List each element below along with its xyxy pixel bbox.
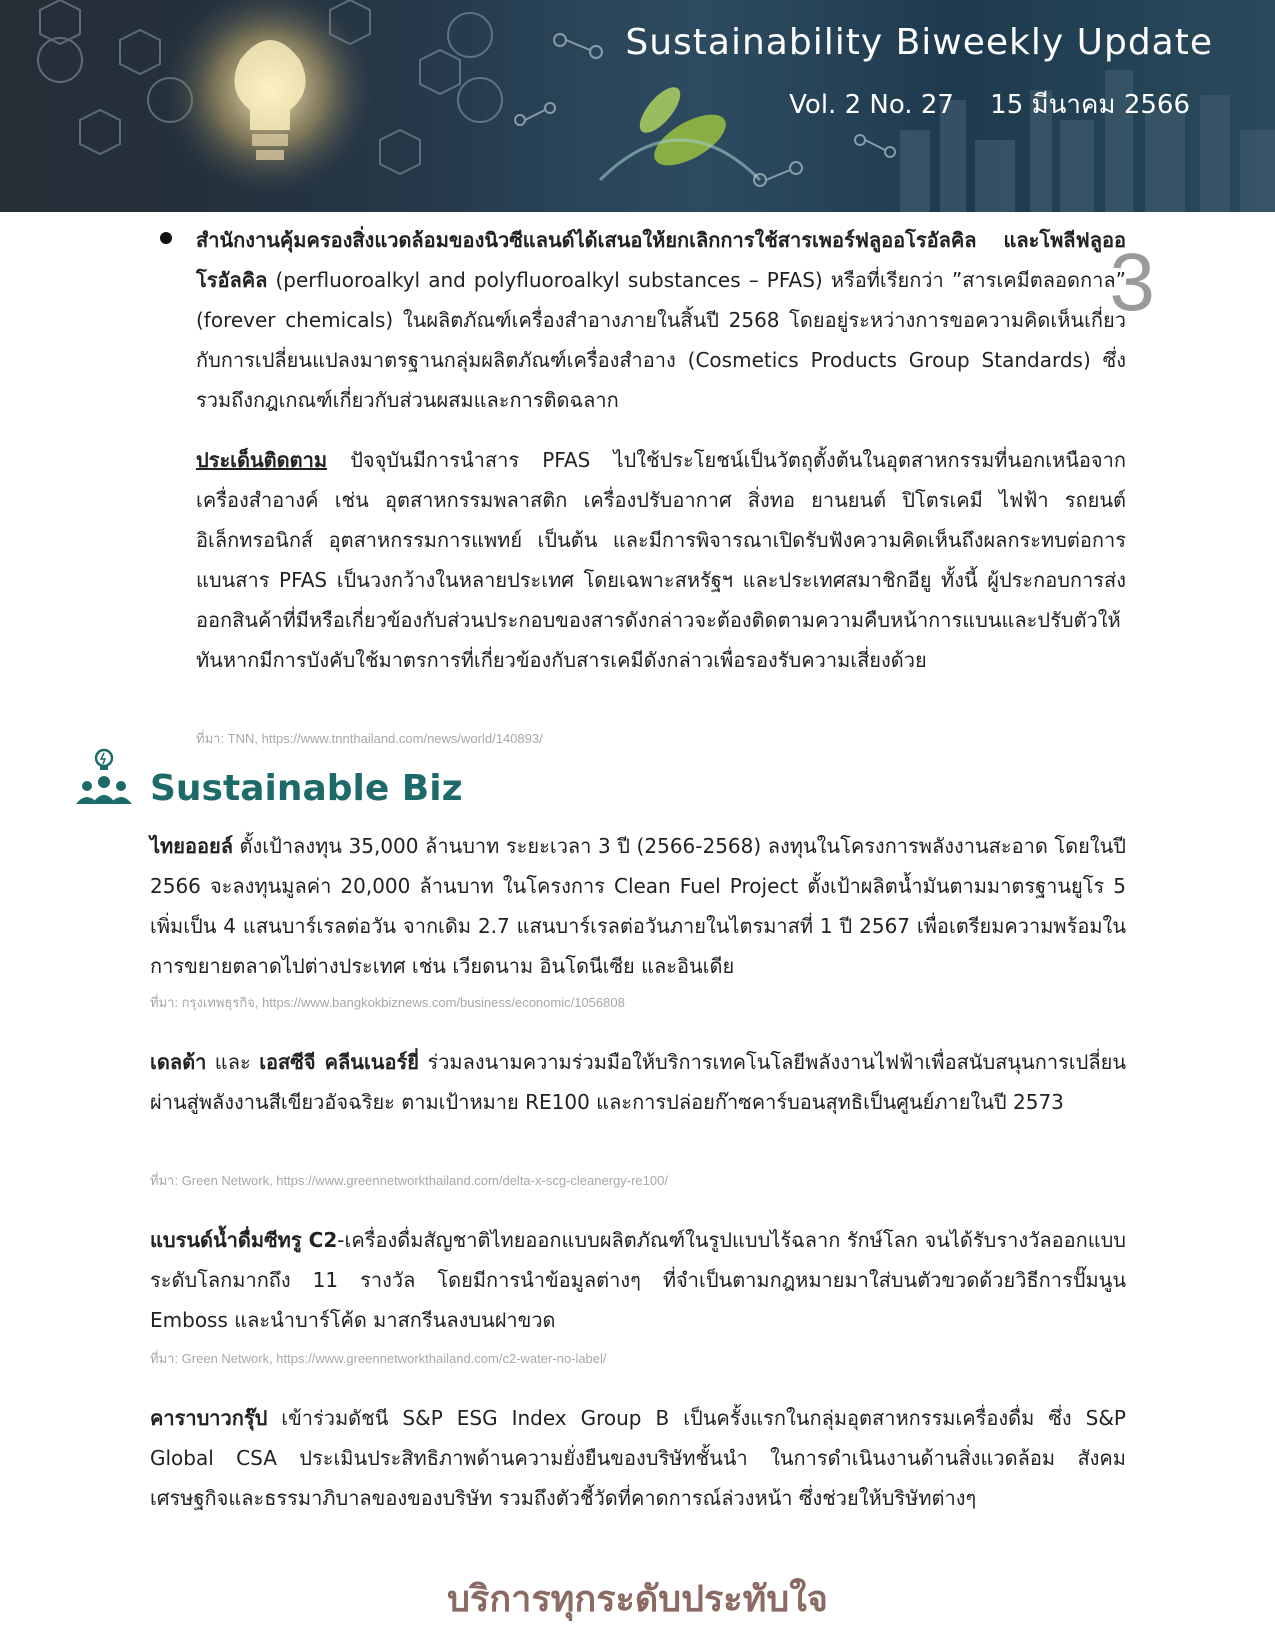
news-source: ที่มา: Green Network, https://www.greennetworkthailand.com/c2-water-no-label/ bbox=[150, 1351, 607, 1366]
followup-label: ประเด็นติดตาม bbox=[196, 448, 328, 472]
news-body: เข้าร่วมดัชนี S&P ESG Index Group B เป็นครั้งแรกในกลุ่มอุตสาหกรรมเครื่องดื่ม ซึ่ง S&P Global CSA ประเมินประสิทธิภาพด้านความยั่งยืนของบริษัทชั้นนำ ในการดำเนินงานด้านสิ่งแวดล้อม สังคม เศรษฐกิจและธรรมาภิบาลของของบริษัท รวมถึงตัวชี้วัดที่คาดการณ์ล่วงหน้า ซึ่งช่วยให้บริษัทต่างๆ bbox=[150, 1406, 1126, 1510]
followup-body: ปัจจุบันมีการนำสาร PFAS ไปใช้ประโยชน์เป็นวัตถุตั้งต้นในอุตสาหกรรมที่นอกเหนือจากเครื่องสำอางค์ เช่น อุตสาหกรรมพลาสติก เครื่องปรับอากาศ สิ่งทอ ยานยนต์ ปิโตรเคมี ไฟฟ้า รถยนต์ อิเล็กทรอนิกส์ อุตสาหกรรมการแพทย์ เป็นต้น และมีการพิจารณาเปิดรับฟังความคิดเห็นถึงผลกระทบต่อการแบนสาร PFAS เป็นวงกว้างในหลายประเทศ โดยเฉพาะสหรัฐฯ และประเทศสมาชิกอียู ทั้งนี้ ผู้ประกอบการส่งออกสินค้าที่มีหรือเกี่ยวข้องกับส่วนประกอบของสารดังกล่าวจะต้องติดตามความคืบหน้าการแบนและปรับตัวให้ทันหากมีการบังคับใช้มาตรการที่เกี่ยวข้องกับสารเคมีดังกล่าวเพื่อรองรับความเสี่ยงด้วย bbox=[196, 448, 1126, 672]
company-name: ไทยออยล์ bbox=[150, 834, 233, 858]
volume-label: Vol. 2 No. 27 bbox=[789, 90, 954, 120]
followup-paragraph bbox=[196, 440, 1126, 680]
issue-info bbox=[789, 84, 1190, 125]
newsletter-title: Sustainability Biweekly Update bbox=[625, 22, 1213, 63]
header-banner bbox=[0, 0, 1275, 212]
bullet-point bbox=[160, 232, 172, 244]
pfas-news-paragraph bbox=[196, 220, 1126, 420]
issue-date: 15 มีนาคม 2566 bbox=[990, 90, 1190, 120]
news-source: ที่มา: กรุงเทพธุรกิจ, https://www.bangkokbiznews.com/business/economic/1056808 bbox=[150, 995, 625, 1010]
company-name: คาราบาวกรุ๊ป bbox=[150, 1406, 268, 1430]
news-source: ที่มา: Green Network, https://www.greennetworkthailand.com/delta-x-scg-cleanergy-re100/ bbox=[150, 1173, 668, 1188]
pfas-news-headline: สำนักงานคุ้มครองสิ่งแวดล้อมของนิวซีแลนด์ได้เสนอให้ยกเลิกการใช้สารเพอร์ฟลูออโรอัลคิล และโพลีฟลูออโรอัลคิล bbox=[196, 228, 1126, 292]
news-item bbox=[150, 1220, 1126, 1340]
pfas-news-body: (perfluoroalkyl and polyfluoroalkyl substances – PFAS) หรือที่เรียกว่า ”สารเคมีตลอดกาล” (forever chemicals) ในผลิตภัณฑ์เครื่องสำอางภายในสิ้นปี 2568 โดยอยู่ระหว่างการขอความคิดเห็นเกี่ยวกับการเปลี่ยนแปลงมาตรฐานกลุ่มผลิตภัณฑ์เครื่องสำอาง (Cosmetics Products Group Standards) ซึ่งรวมถึงกฎเกณฑ์เกี่ยวกับส่วนผสมและการติดฉลาก bbox=[196, 268, 1126, 412]
section-title: Sustainable Biz bbox=[150, 768, 463, 809]
page-number: 3 bbox=[1109, 237, 1155, 328]
connector-text: และ bbox=[206, 1050, 260, 1074]
company-name: แบรนด์น้ำดื่มซีทรู C2 bbox=[150, 1228, 338, 1252]
company-name: เดลต้า bbox=[150, 1050, 207, 1074]
company-name-2: เอสซีจี คลีนเนอร์ยี่ bbox=[259, 1050, 419, 1074]
news-item bbox=[150, 826, 1126, 986]
team-idea-icon bbox=[74, 748, 134, 808]
news-body: ร่วมลงนามความร่วมมือให้บริการเทคโนโลยีพลังงานไฟฟ้าเพื่อสนับสนุนการเปลี่ยนผ่านสู่พลังงานสีเขียวอัจฉริยะ ตามเป้าหมาย RE100 และการปล่อยก๊าซคาร์บอนสุทธิเป็นศูนย์ภายในปี 2573 bbox=[150, 1050, 1126, 1114]
footer-slogan: บริการทุกระดับประทับใจ bbox=[447, 1579, 828, 1620]
news-body: -เครื่องดื่มสัญชาติไทยออกแบบผลิตภัณฑ์ในรูปแบบไร้ฉลาก รักษ์โลก จนได้รับรางวัลออกแบบระดับโลกมากถึง 11 รางวัล โดยมีการนำข้อมูลต่างๆ ที่จำเป็นตามกฎหมายมาใส่บนตัวขวดด้วยวิธีการปั๊มนูน Emboss และนำบาร์โค้ด มาสกรีนลงบนฝาขวด bbox=[150, 1228, 1126, 1332]
news-item bbox=[150, 1398, 1126, 1518]
pfas-source: ที่มา: TNN, https://www.tnnthailand.com/news/world/140893/ bbox=[196, 731, 543, 746]
news-item bbox=[150, 1042, 1126, 1122]
news-body: ตั้งเป้าลงทุน 35,000 ล้านบาท ระยะเวลา 3 ปี (2566-2568) ลงทุนในโครงการพลังงานสะอาด โดยในปี 2566 จะลงทุนมูลค่า 20,000 ล้านบาท ในโครงการ Clean Fuel Project ตั้งเป้าผลิตน้ำมันตามมาตรฐานยูโร 5 เพิ่มเป็น 4 แสนบาร์เรลต่อวัน จากเดิม 2.7 แสนบาร์เรลต่อวันภายในไตรมาสที่ 1 ปี 2567 เพื่อเตรียมความพร้อมในการขยายตลาดไปต่างประเทศ เช่น เวียดนาม อินโดนีเซีย และอินเดีย bbox=[150, 834, 1126, 978]
